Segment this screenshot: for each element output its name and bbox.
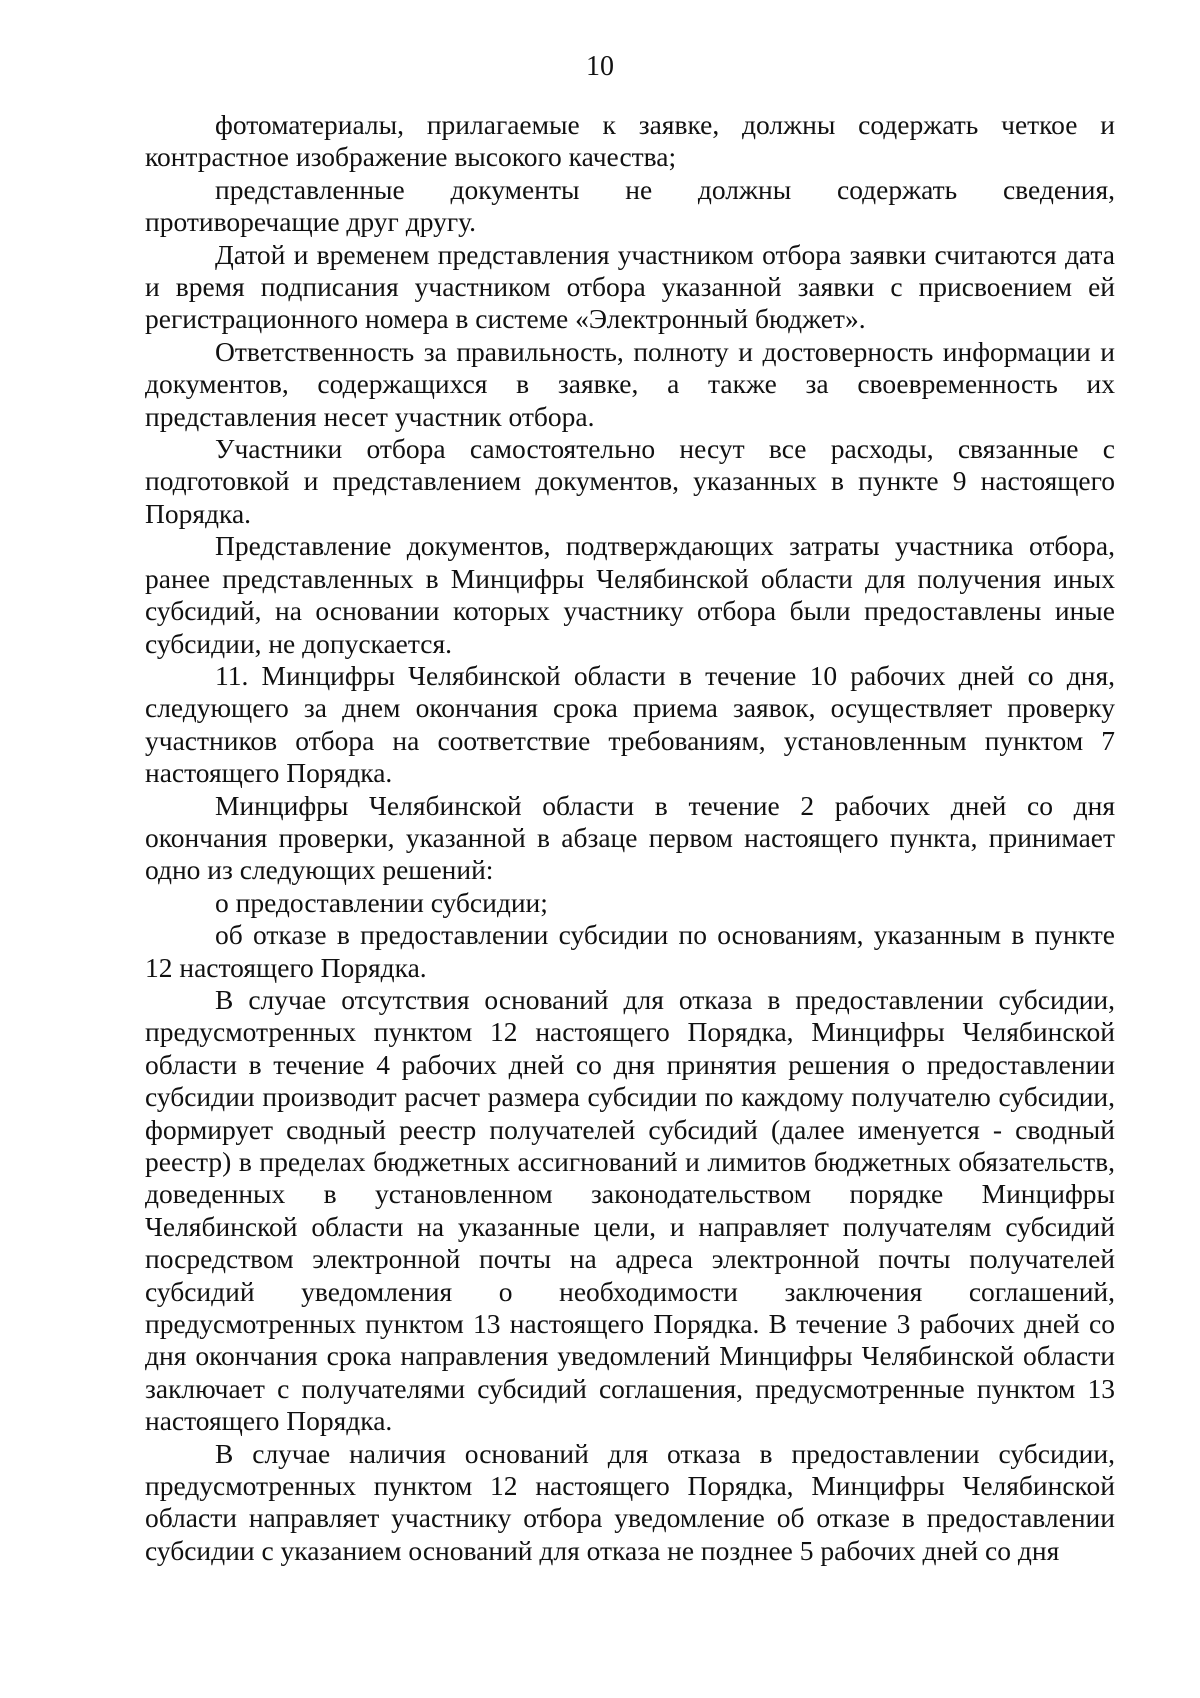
paragraph-section-11: 11. Минцифры Челябинской области в течение 10 рабочих дней со дня, следующего за днем окончания срока приема заявок, осуществляет проверку участников отбора на соответствие требованиям, установленным пунктом 7 настоящего Порядка. [145,659,1115,789]
paragraph: Минцифры Челябинской области в течение 2 рабочих дней со дня окончания проверки, указанной в абзаце первом настоящего пункта, принимает одно из следующих решений: [145,789,1115,886]
paragraph: представленные документы не должны содержать сведения, противоречащие друг другу. [145,173,1115,238]
paragraph: фотоматериалы, прилагаемые к заявке, должны содержать четкое и контрастное изображение высокого качества; [145,109,1115,173]
paragraph: В случае отсутствия оснований для отказа в предоставлении субсидии, предусмотренных пунктом 12 настоящего Порядка, Минцифры Челябинской области в течение 4 рабочих дней со дня принятия решения о предоставлении субсидии производит расчет размера субсидии по каждому получателю субсидии, формирует сводный реестр получателей субсидий (далее именуется - сводный реестр) в пределах бюджетных ассигнований и лимитов бюджетных обязательств, доведенных в установленном законодательством порядке Минцифры Челябинской области на указанные цели, и направляет получателям субсидий посредством электронной почты на адреса электронной почты получателей субсидий уведомления о необходимости заключения соглашений, предусмотренных пунктом 13 настоящего Порядка. В течение 3 рабочих дней со дня окончания срока направления уведомлений Минцифры Челябинской области заключает с получателями субсидий соглашения, предусмотренные пунктом 13 настоящего Порядка. [145,983,1115,1437]
paragraph: В случае наличия оснований для отказа в предоставлении субсидии, предусмотренных пунктом 12 настоящего Порядка, Минцифры Челябинской области направляет участнику отбора уведомление об отказе в предоставлении субсидии с указанием оснований для отказа не позднее 5 рабочих дней со дня [145,1437,1115,1566]
paragraph: Участники отбора самостоятельно несут все расходы, связанные с подготовкой и представлением документов, указанных в пункте 9 настоящего Порядка. [145,433,1115,529]
document-body [145,109,1115,1567]
page-number: 10 [586,51,614,82]
decision-option: о предоставлении субсидии; [215,886,548,918]
paragraph: Представление документов, подтверждающих затраты участника отбора, ранее представленных в Минцифры Челябинской области для получения иных субсидий, на основании которых участнику отбора были предоставлены иные субсидии, не допускается. [145,530,1115,659]
decision-option: об отказе в предоставлении субсидии по основаниям, указанным в пункте 12 настоящего Порядка. [145,919,1115,983]
paragraph: Ответственность за правильность, полноту и достоверность информации и документов, содержащихся в заявке, а также за своевременность их представления несет участник отбора. [145,335,1115,432]
paragraph: Датой и временем представления участником отбора заявки считаются дата и время подписания участником отбора указанной заявки с присвоением ей регистрационного номера в системе «Электронный бюджет». [145,238,1115,335]
